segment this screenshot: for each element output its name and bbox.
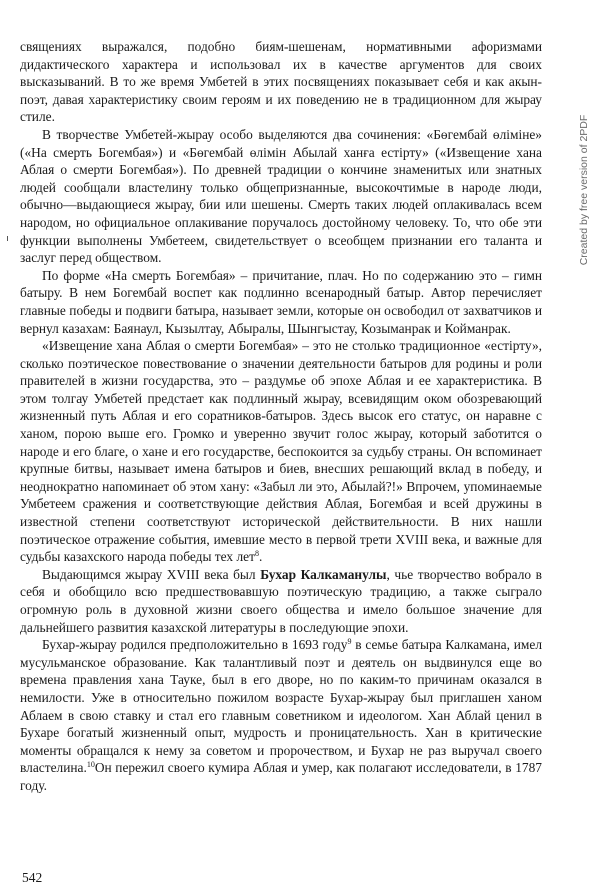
paragraph-1: священиях выражался, подобно биям-шешенам, нормативными афоризмами дидактического характера и использовал их в качестве аргументов для своих высказываний. В то же время Умбетей в этих посвящениях показывает себя и как акын-поэт, давая характеристику своим героям и их поведению не в традиционном для жырау стиле. xyxy=(20,39,542,125)
footnote-ref-10: 10 xyxy=(86,760,95,770)
paragraph-4-text: «Извещение хана Аблая о смерти Богембая» – это не столько традиционное «естірту», сколько поэтическое повествование о значении деятельности батыров для родины и роли правителей в жизни государства, это – раздумье об эпохе Аблая и ее характеристика. В этом толгау Умбетей предстает как подлинный жырау, всевидящим оком обозревающий жизненный путь Аблая и его соратников-батыров. Здесь высок его статус, он наравне с ханом, порою выше его. Громко и уверенно звучит голос жырау, который заботится о народе и его благе, о хане и его государстве, беспокоится за судьбу страны. Он вспоминает крупные битвы, называет имена батыров и биев, внесших решающий вклад в победу, и неоднократно напоминает об этом хану: «Забыл ли это, Абылай?!» Впрочем, упоминаемые Умбетеем сражения и соответствующие действия Аблая, Богембая и всей дружины в известной степени соответствуют исторической действительности. В них нашли поэтическое отражение события, имевшие место в первой трети XVIII века, и важные для судьбы казахского народа победы тех лет xyxy=(20,338,542,565)
paragraph-4: «Извещение хана Аблая о смерти Богембая» – это не столько традиционное «естірту», сколько поэтическое повествование о значении деятельности батыров для родины и роли правителей в жизни государства, это – раздумье об эпохе Аблая и ее характеристика. В этом толгау Умбетей предстает как подлинный жырау, всевидящим оком обозревающий жизненный путь Аблая и его соратников-батыров. Здесь высок его статус, он наравне с ханом, порою выше его. Громко и уверенно звучит голос жырау, который заботится о народе и его благе, о хане и его государстве, беспокоится за судьбу страны. Он вспоминает крупные битвы, называет имена батыров и биев, внесших решающий вклад в победу, и неоднократно напоминает об этом хану: «Забыл ли это, Абылай?!» Впрочем, упоминаемые Умбетеем сражения и соответствующие действия Аблая, Богембая и всей дружины в известной степени соответствуют исторической действительности. В них нашли поэтическое отражение события, имевшие место в первой трети XVIII века, и важные для судьбы казахского народа победы тех лет$^8$. xyxy=(20,338,542,565)
paragraph-6 xyxy=(20,636,542,794)
paragraph-6-lead: Бухар-жырау родился предположительно в 1693 году xyxy=(42,637,348,653)
page-number: 542 xyxy=(22,870,43,885)
pdf-watermark: Created by free version of 2PDF xyxy=(578,114,590,266)
footnote-ref-8: 8 xyxy=(254,549,259,559)
paragraph-5-lead: Выдающимся жырау XVIII века был xyxy=(42,566,261,582)
bold-name-buhar: Бухар Калкаманулы xyxy=(260,566,387,582)
paragraph-6-middle: в семье батыра Калкамана, имел мусульманское образование. Как талантливый поэт и деятель он выдвинулся еще во времена правления хана Тауке, был в его дворе, но по каким-то причинам оказался в немилости. Уже в относительно пожилом возрасте Бухар-жырау был приглашен ханом Аблаем в свою ставку и стал его главным советником и идеологом. Хан Аблай ценил в Бухаре богатый жизненный опыт, мудрость и проницательность. Хан в критические моменты обращался к нему за советом и пророчеством, и Бухар не раз выручал своего властелина. xyxy=(20,637,542,776)
page-text-body xyxy=(20,38,542,795)
paragraph-3: По форме «На смерть Богембая» – причитание, плач. Но по содержанию это – гимн батыру. В нем Богембай воспет как подлинно всенародный батыр. Автор перечисляет главные победы и подвиги батыра, называет земли, которые он освободил от захватчиков и вернул казахам: Баянаул, Кызылтау, Абыралы, Шынгыстау, Козыманрак и Койманрак. xyxy=(20,267,542,336)
footnote-ref-9: 9 xyxy=(347,637,352,647)
paragraph-6-end: Он пережил своего кумира Аблая и умер, как полагают исследователи, в 1787 году. xyxy=(20,760,542,793)
paragraph-5-rest: , чье творчество вобрало в себя и обобщило всю предшествовавшую поэтическую традицию, а также сыграло огромную роль в духовной жизни своего общества и имело большое значение для дальнейшего развития казахской литературы в последующие эпохи. xyxy=(20,566,543,635)
paragraph-2: В творчестве Умбетей-жырау особо выделяются два сочинения: «Бөгембай өліміне» («На смерть Богембая») и «Бөгембай өлімін Абылай ханға естірту» («Извещение хана Аблая о смерти Богембая»). По древней традиции о кончине знаменитых или знатных людей сообщали властелину только общепризнанные, высокочтимые в народе люди, обычно—выдающиеся жырау, бии или шешены. Смерть таких людей оплакивалась всем народом, но официальное оплакивание поручалось достойному человеку. То, что обе эти функции выполнены Умбетеем, свидетельствует о всеобщем признании его таланта и заслуг перед обществом. xyxy=(20,126,542,266)
paragraph-5 xyxy=(20,566,542,636)
margin-scan-mark xyxy=(7,236,8,241)
